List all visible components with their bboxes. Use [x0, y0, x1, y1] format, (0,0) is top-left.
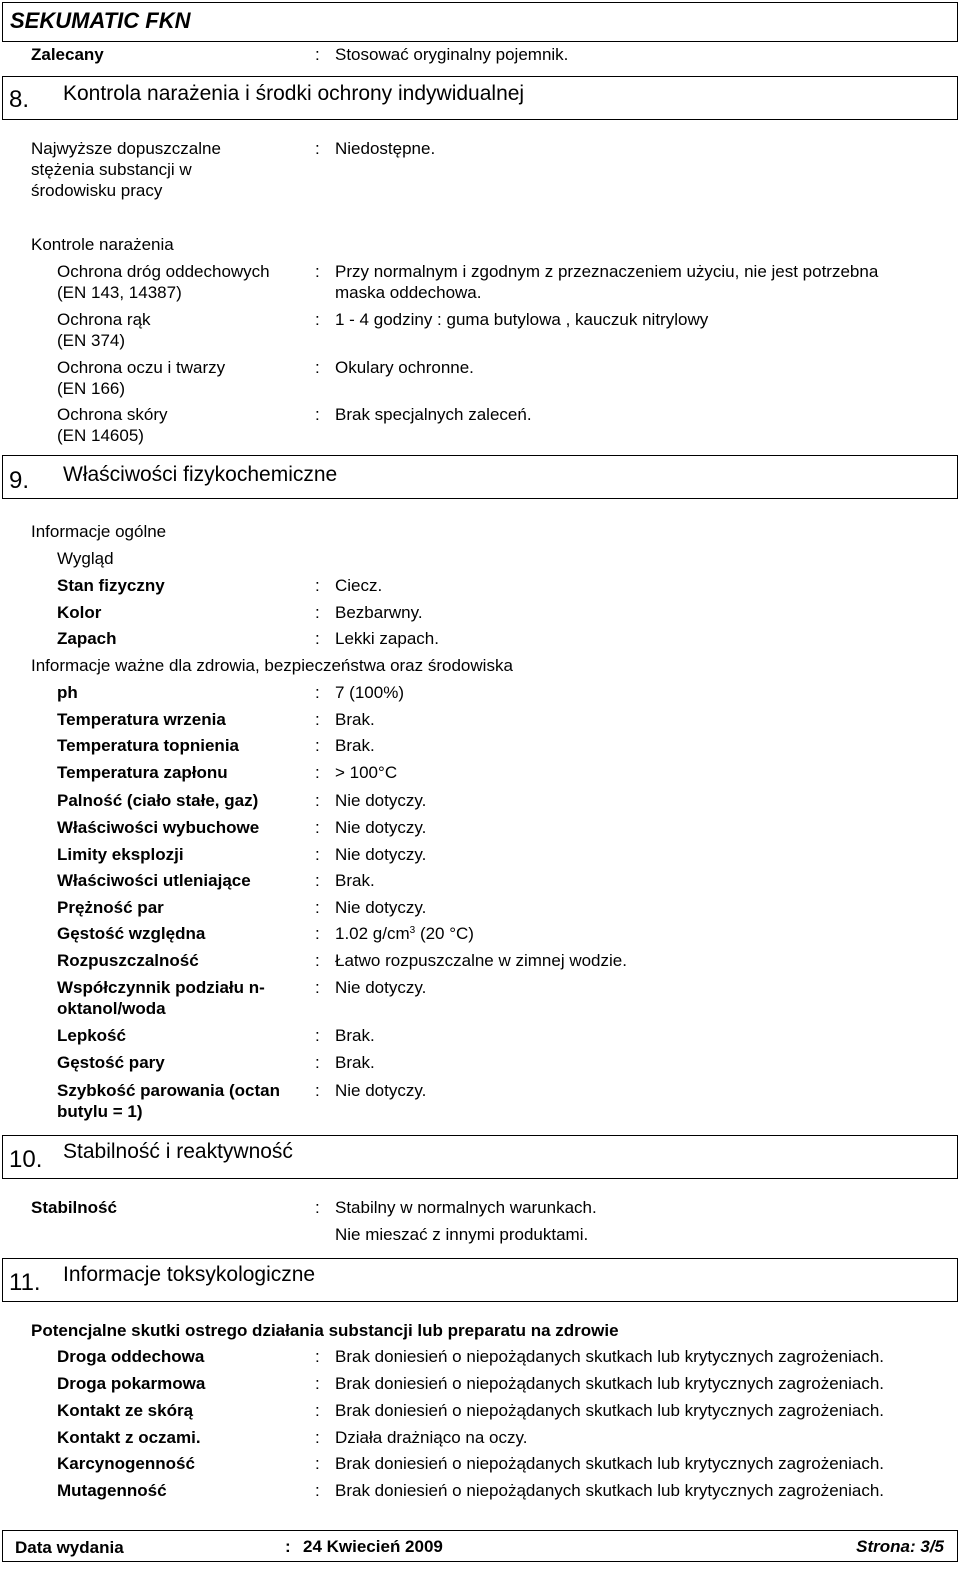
exposure-route-label: Kontakt z oczami.	[57, 1428, 201, 1447]
property-value: Lekki zapach.	[335, 629, 439, 648]
eye-protection-standard: (EN 166)	[57, 379, 126, 398]
property-value: Nie dotyczy.	[335, 898, 427, 917]
exposure-route-value: Działa drażniąco na oczy.	[335, 1428, 528, 1447]
hand-protection-standard: (EN 374)	[57, 331, 126, 350]
property-label: Temperatura zapłonu	[57, 763, 228, 782]
property-label: Rozpuszczalność	[57, 951, 199, 970]
property-value: Ciecz.	[335, 576, 383, 595]
exposure-route-label: Karcynogenność	[57, 1454, 195, 1473]
property-label: Palność (ciało stałe, gaz)	[57, 791, 259, 810]
exposure-route-label: Droga oddechowa	[57, 1347, 205, 1366]
property-label: Współczynnik podziału n-	[57, 978, 265, 997]
important-info-heading: Informacje ważne dla zdrowia, bezpieczeństwa oraz środowiska	[31, 656, 513, 675]
skin-protection-value: Brak specjalnych zaleceń.	[335, 405, 532, 424]
stability-value-line1: Stabilny w normalnych warunkach.	[335, 1198, 597, 1217]
exposure-route-label: Mutagenność	[57, 1481, 167, 1500]
skin-protection-standard: (EN 14605)	[57, 426, 144, 445]
issue-date-colon: :	[285, 1537, 291, 1556]
property-value: Nie dotyczy.	[335, 1081, 427, 1100]
section-11-title: Informacje toksykologiczne	[63, 1263, 316, 1286]
colon: :	[315, 139, 320, 158]
property-label: Szybkość parowania (octan	[57, 1081, 280, 1100]
section-9-number: 9.	[9, 467, 30, 494]
colon: :	[315, 951, 320, 970]
nds-label-line2: stężenia substancji w	[31, 160, 192, 179]
colon: :	[315, 1454, 320, 1473]
property-label: Właściwości utleniające	[57, 871, 251, 890]
exposure-route-value: Brak doniesień o niepożądanych skutkach lub krytycznych zagrożeniach.	[335, 1347, 885, 1366]
colon: :	[315, 1198, 320, 1217]
section-8-number: 8.	[9, 86, 30, 113]
page-number: Strona: 3/5	[856, 1537, 944, 1556]
colon: :	[315, 710, 320, 729]
property-label: oktanol/woda	[57, 999, 166, 1018]
recommended-value: Stosować oryginalny pojemnik.	[335, 45, 569, 64]
appearance-heading: Wygląd	[57, 549, 114, 568]
section-10-number: 10.	[9, 1146, 43, 1173]
property-label: Temperatura wrzenia	[57, 710, 226, 729]
value-text: 1.02 g/cm	[335, 924, 410, 943]
product-name: SEKUMATIC FKN	[10, 8, 191, 33]
property-label: Temperatura topnienia	[57, 736, 239, 755]
exposure-route-value: Brak doniesień o niepożądanych skutkach lub krytycznych zagrożeniach.	[335, 1481, 885, 1500]
general-info-heading: Informacje ogólne	[31, 522, 167, 541]
property-label: Właściwości wybuchowe	[57, 818, 260, 837]
colon: :	[315, 978, 320, 997]
nds-value: Niedostępne.	[335, 139, 436, 158]
colon: :	[315, 763, 320, 782]
colon: :	[315, 358, 320, 377]
property-value: Nie dotyczy.	[335, 818, 427, 837]
property-label: Kolor	[57, 603, 102, 622]
property-value: Brak.	[335, 1026, 375, 1045]
colon: :	[315, 1026, 320, 1045]
property-label: Gęstość pary	[57, 1053, 165, 1072]
section-11-number: 11.	[9, 1269, 41, 1296]
exposure-route-label: Kontakt ze skórą	[57, 1401, 194, 1420]
recommended-label: Zalecany	[31, 45, 104, 64]
exposure-route-value: Brak doniesień o niepożądanych skutkach lub krytycznych zagrożeniach.	[335, 1374, 885, 1393]
colon: :	[315, 405, 320, 424]
exposure-route-value: Brak doniesień o niepożądanych skutkach lub krytycznych zagrożeniach.	[335, 1454, 885, 1473]
nds-label-line3: środowisku pracy	[31, 181, 163, 200]
value-text: (20 °C)	[415, 924, 474, 943]
colon: :	[315, 683, 320, 702]
value-superscript: 3	[409, 925, 416, 936]
section-8-title: Kontrola narażenia i środki ochrony indywidualnej	[63, 82, 525, 105]
skin-protection-label: Ochrona skóry	[57, 405, 168, 424]
acute-effects-heading: Potencjalne skutki ostrego działania substancji lub preparatu na zdrowie	[31, 1321, 619, 1340]
stability-label: Stabilność	[31, 1198, 117, 1217]
exposure-controls-heading: Kontrole narażenia	[31, 235, 174, 254]
issue-date-value: 24 Kwiecień 2009	[303, 1537, 443, 1556]
colon: :	[315, 45, 320, 64]
colon: :	[315, 603, 320, 622]
colon: :	[315, 1081, 320, 1100]
colon: :	[315, 1053, 320, 1072]
colon: :	[315, 924, 320, 943]
respiratory-protection-label: Ochrona dróg oddechowych	[57, 262, 270, 281]
colon: :	[315, 1481, 320, 1500]
hand-protection-value: 1 - 4 godziny : guma butylowa , kauczuk nitrylowy	[335, 310, 709, 329]
property-value: 7 (100%)	[335, 683, 404, 702]
exposure-route-label: Droga pokarmowa	[57, 1374, 206, 1393]
colon: :	[315, 1374, 320, 1393]
eye-protection-label: Ochrona oczu i twarzy	[57, 358, 226, 377]
property-value: Nie dotyczy.	[335, 791, 427, 810]
colon: :	[315, 818, 320, 837]
section-9-title: Właściwości fizykochemiczne	[63, 463, 338, 486]
property-label: Stan fizyczny	[57, 576, 165, 595]
colon: :	[315, 845, 320, 864]
colon: :	[315, 262, 320, 281]
exposure-route-value: Brak doniesień o niepożądanych skutkach lub krytycznych zagrożeniach.	[335, 1401, 885, 1420]
eye-protection-value: Okulary ochronne.	[335, 358, 474, 377]
respiratory-protection-value-line2: maska oddechowa.	[335, 283, 482, 302]
property-value: Brak.	[335, 871, 375, 890]
respiratory-protection-standard: (EN 143, 14387)	[57, 283, 182, 302]
property-value: Brak.	[335, 1053, 375, 1072]
property-value: Łatwo rozpuszczalne w zimnej wodzie.	[335, 951, 627, 970]
property-label: Zapach	[57, 629, 117, 648]
property-label: Lepkość	[57, 1026, 126, 1045]
property-value: Brak.	[335, 736, 375, 755]
property-label: Limity eksplozji	[57, 845, 184, 864]
colon: :	[315, 576, 320, 595]
colon: :	[315, 629, 320, 648]
colon: :	[315, 1428, 320, 1447]
stability-value-line2: Nie mieszać z innymi produktami.	[335, 1225, 589, 1244]
property-value: > 100°C	[335, 763, 398, 782]
property-value: Bezbarwny.	[335, 603, 423, 622]
colon: :	[315, 1401, 320, 1420]
property-value: Nie dotyczy.	[335, 845, 427, 864]
property-value	[335, 923, 474, 944]
colon: :	[315, 736, 320, 755]
issue-date-label: Data wydania	[15, 1538, 124, 1557]
property-label: butylu = 1)	[57, 1102, 143, 1121]
nds-label-line1: Najwyższe dopuszczalne	[31, 139, 221, 158]
colon: :	[315, 871, 320, 890]
colon: :	[315, 791, 320, 810]
property-value: Brak.	[335, 710, 375, 729]
property-label: Gęstość względna	[57, 924, 206, 943]
section-10-title: Stabilność i reaktywność	[63, 1140, 293, 1163]
property-label: Prężność par	[57, 898, 164, 917]
colon: :	[315, 898, 320, 917]
property-label: ph	[57, 683, 78, 702]
document-footer	[2, 1530, 958, 1562]
colon: :	[315, 1347, 320, 1366]
hand-protection-label: Ochrona rąk	[57, 310, 151, 329]
property-value: Nie dotyczy.	[335, 978, 427, 997]
colon: :	[315, 310, 320, 329]
respiratory-protection-value-line1: Przy normalnym i zgodnym z przeznaczeniem użyciu, nie jest potrzebna	[335, 262, 879, 281]
